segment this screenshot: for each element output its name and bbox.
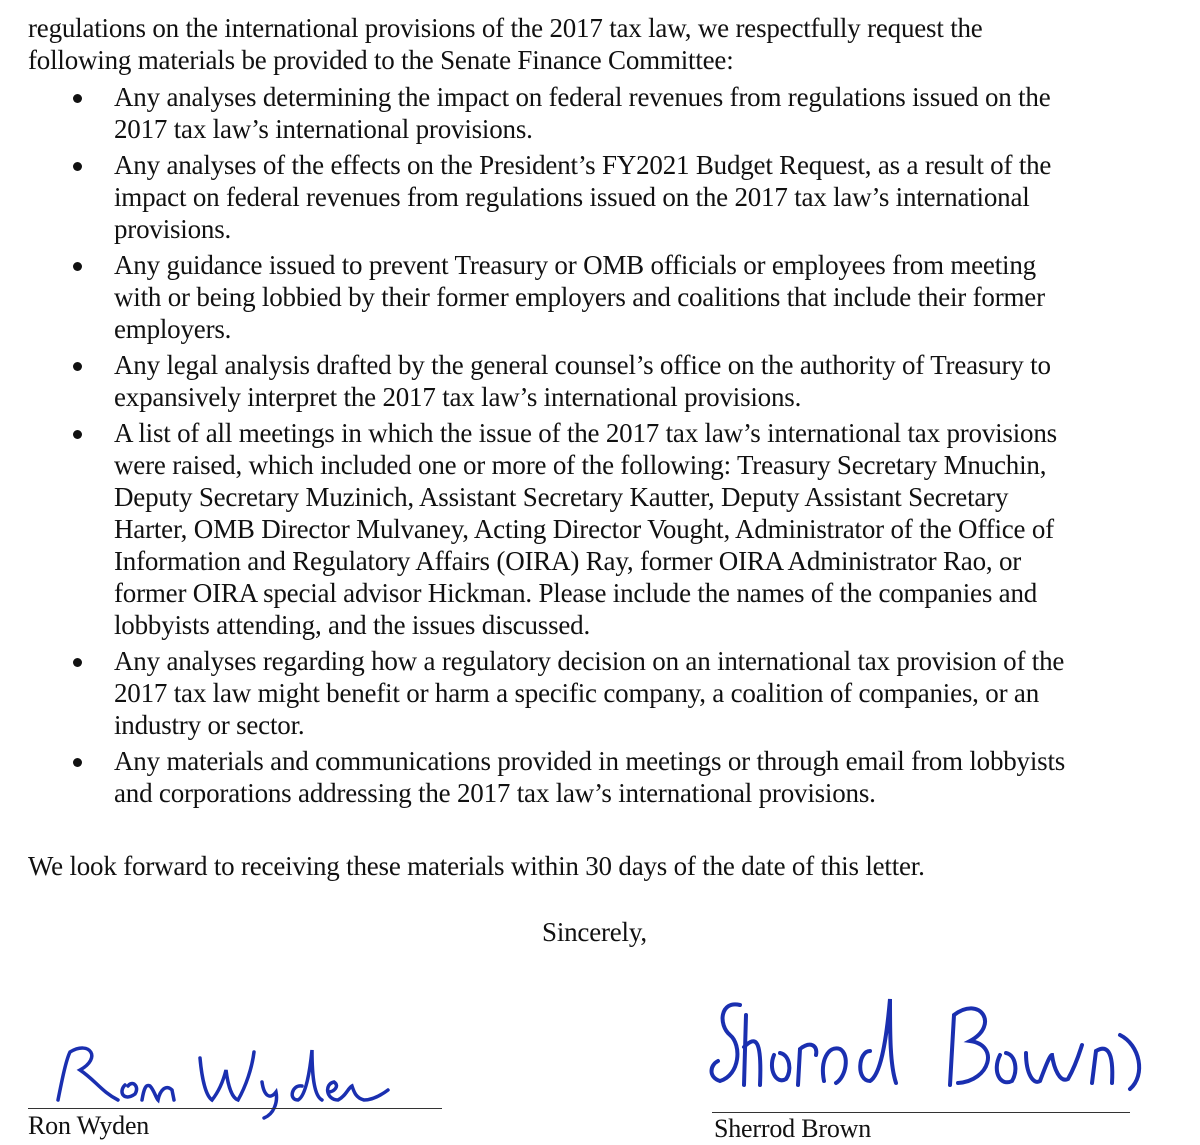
bullet-text-line: Any legal analysis drafted by the general counsel’s office on the authority of Treasury to [114, 350, 1051, 380]
bullet-text-line: and corporations addressing the 2017 tax law’s international provisions. [114, 778, 876, 808]
ron-wyden-signature [40, 1030, 400, 1120]
bullet-text-line: industry or sector. [114, 710, 305, 740]
bullet-text-line: impact on federal revenues from regulations issued on the 2017 tax law’s international [114, 182, 1030, 212]
closing-paragraph: We look forward to receiving these materials within 30 days of the date of this letter. [28, 851, 925, 881]
bullet-icon [73, 658, 82, 667]
bullet-text-line: expansively interpret the 2017 tax law’s international provisions. [114, 382, 802, 412]
bullet-icon [73, 758, 82, 767]
bullet-text-line: Any analyses determining the impact on federal revenues from regulations issued on the [114, 82, 1051, 112]
signatory-name: Sherrod Brown [714, 1114, 871, 1143]
bullet-text-line: former OIRA special advisor Hickman. Please include the names of the companies and [114, 578, 1038, 608]
bullet-icon [73, 162, 82, 171]
bullet-icon [73, 430, 82, 439]
signature-line [28, 1108, 442, 1109]
signatory-name: Ron Wyden [28, 1111, 150, 1140]
sherrod-brown-signature [700, 985, 1170, 1105]
bullet-icon [73, 262, 82, 271]
intro-line: following materials be provided to the Senate Finance Committee: [28, 45, 734, 75]
bullet-text-line: provisions. [114, 214, 232, 244]
intro-line: regulations on the international provisions of the 2017 tax law, we respectfully request the [28, 13, 983, 43]
bullet-text-line: 2017 tax law might benefit or harm a specific company, a coalition of companies, or an [114, 678, 1039, 708]
bullet-text-line: employers. [114, 314, 232, 344]
bullet-text-line: Any guidance issued to prevent Treasury or OMB officials or employees from meeting [114, 250, 1036, 280]
bullet-text-line: 2017 tax law’s international provisions. [114, 114, 533, 144]
bullet-text-line: lobbyists attending, and the issues discussed. [114, 610, 591, 640]
bullet-text-line: A list of all meetings in which the issue of the 2017 tax law’s international tax provisions [114, 418, 1057, 448]
bullet-text-line: Any materials and communications provided in meetings or through email from lobbyists [114, 746, 1066, 776]
bullet-icon [73, 362, 82, 371]
bullet-text-line: were raised, which included one or more of the following: Treasury Secretary Mnuchin, [114, 450, 1047, 480]
bullet-text-line: Any analyses of the effects on the President’s FY2021 Budget Request, as a result of the [114, 150, 1052, 180]
bullet-text-line: Harter, OMB Director Mulvaney, Acting Director Vought, Administrator of the Office of [114, 514, 1054, 544]
bullet-icon [73, 94, 82, 103]
bullet-text-line: with or being lobbied by their former employers and coalitions that include their former [114, 282, 1045, 312]
bullet-text-line: Deputy Secretary Muzinich, Assistant Secretary Kautter, Deputy Assistant Secretary [114, 482, 1009, 512]
sign-off: Sincerely, [542, 917, 647, 947]
bullet-text-line: Any analyses regarding how a regulatory decision on an international tax provision of the [114, 646, 1065, 676]
bullet-text-line: Information and Regulatory Affairs (OIRA) Ray, former OIRA Administrator Rao, or [114, 546, 1022, 576]
